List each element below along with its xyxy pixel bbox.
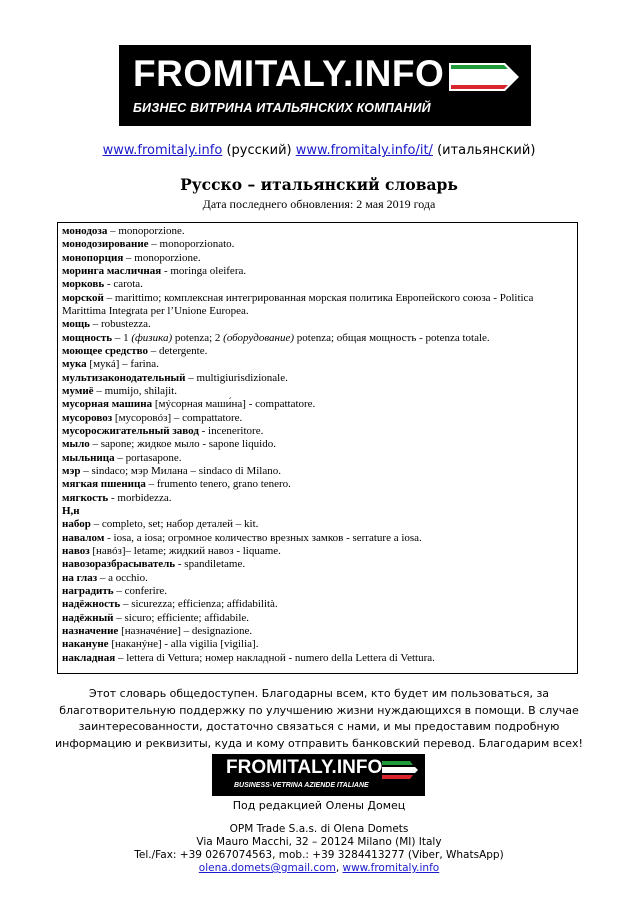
entry-term: навалом: [62, 531, 105, 544]
header-logo: [119, 45, 531, 126]
page-title: Русско – итальянский словарь: [180, 175, 458, 194]
italian-flag-arrow-icon: [449, 57, 521, 97]
dictionary-entry: [62, 412, 573, 425]
entry-translation: [наканýне] - alla vigilia [vigilia].: [108, 638, 259, 651]
entry-translation: – multigiurisdizionale.: [185, 371, 288, 384]
entry-translation: - iosa, a iosa; огромное количество врезных замков - serrature a iosa.: [104, 531, 422, 544]
contact-separator: ,: [335, 862, 343, 874]
entry-term: навоз: [62, 544, 90, 557]
dictionary-entry: [62, 532, 573, 545]
russian-label: (русский): [226, 143, 292, 158]
italian-site-link[interactable]: www.fromitaly.info/it/: [295, 143, 433, 158]
entry-translation: - spandiletame.: [175, 558, 246, 571]
dictionary-entry: [62, 545, 573, 558]
entry-term: морской: [62, 291, 104, 304]
dictionary-entry: [62, 318, 573, 331]
entry-translation: – mumijo, shilajit.: [93, 384, 177, 397]
editor-line: Под редакцией Олены Домец: [232, 799, 406, 812]
dictionary-entry: [62, 332, 573, 345]
dictionary-entry: [62, 465, 573, 478]
dictionary-entry: [62, 265, 573, 278]
entry-term: Н,н: [62, 504, 80, 517]
dictionary-entry: [62, 492, 573, 505]
entry-translation: – monoporzionato.: [148, 238, 235, 251]
donation-note: Этот словарь общедоступен. Благодарны всем, кто будет им пользоваться, за благотворительную поддержку по улучшению жизни нуждающихся в помощи. В случае заинтересованности, достаточно связаться с нами, и мы предоставим подробную информацию и реквизиты, куда и кому отправить банковский перевод. Благодарим всех!: [55, 687, 583, 750]
dictionary-entry: [62, 225, 573, 238]
dictionary-entry: [62, 438, 573, 451]
logo-brand: FROMITALY.INFO: [133, 53, 445, 94]
company-name: OPM Trade S.a.s. di Olena Domets: [229, 823, 409, 835]
contacts: [0, 823, 638, 875]
entry-translation: - morbidezza.: [108, 491, 172, 504]
entry-term: на глаз: [62, 571, 98, 584]
entry-translation: – 1: [112, 331, 132, 344]
entry-term: мыльница: [62, 451, 115, 464]
entry-term: мэр: [62, 464, 81, 477]
dictionary-entry: [62, 612, 573, 625]
entry-term: мусоровоз: [62, 411, 113, 424]
entry-term: мягкость: [62, 491, 109, 504]
entry-translation: [мукá] – farina.: [86, 358, 159, 371]
logo-slogan: БИЗНЕС ВИТРИНА ИТАЛЬЯНСКИХ КОМПАНИЙ: [133, 101, 431, 115]
footer-logo-slogan: BUSINESS-VETRINA AZIENDE ITALIANE: [234, 782, 369, 789]
dictionary-entry: [62, 252, 573, 265]
dictionary-entry: [62, 505, 573, 518]
entry-translation: – conferire.: [113, 584, 168, 597]
entry-term: надёжность: [62, 598, 121, 611]
entry-term: мусоросжигательный завод: [62, 424, 199, 437]
entry-term: накладная: [62, 651, 116, 664]
entry-translation: – frumento tenero, grano tenero.: [145, 478, 291, 491]
entry-translation: - inceneritore.: [198, 424, 264, 437]
entry-term: монодоза: [62, 225, 108, 237]
entry-translation: potenza; общая мощность - potenza totale.: [294, 331, 490, 344]
dictionary-entry: [62, 345, 573, 358]
entry-term: моринга масличная: [62, 264, 162, 277]
entry-term: моющее средство: [62, 344, 149, 357]
entry-translation: – a occhio.: [97, 571, 148, 584]
entry-term: монопорция: [62, 251, 124, 264]
entry-translation: [мýсорная маши́на] - compattatore.: [152, 398, 316, 411]
entry-translation: – robustezza.: [89, 318, 151, 331]
entry-translation: – completo, set; набор деталей – kit.: [90, 518, 259, 531]
entry-translation: – sicurezza; efficienza; affidabilità.: [120, 598, 278, 611]
email-link[interactable]: olena.domets@gmail.com: [198, 862, 336, 874]
entry-term: мыло: [62, 438, 90, 451]
entry-translation: – monoporzione.: [107, 225, 185, 237]
footer-logo: [212, 754, 425, 796]
entry-term: мультизаконодательный: [62, 371, 186, 384]
entry-term: наградить: [62, 584, 114, 597]
footer-logo-brand: FROMITALY.INFO: [226, 757, 383, 778]
company-address: Via Mauro Macchi, 32 – 20124 Milano (MI) Italy: [196, 836, 442, 848]
entry-usage-label: (оборудование): [223, 331, 295, 344]
dictionary-entry: [62, 558, 573, 571]
entry-translation: – sapone; жидкое мыло - sapone liquido.: [89, 438, 276, 451]
footer-flag-arrow-icon: [382, 759, 420, 781]
entry-term: навозоразбрасыватель: [62, 558, 176, 571]
entry-term: мусорная машина: [62, 398, 153, 411]
dictionary-entry: [62, 305, 573, 318]
entry-translation: Marittima Integrata per l’Unione Europea.: [62, 304, 249, 317]
dictionary-entry: [62, 238, 573, 251]
entry-translation: - moringa oleifera.: [161, 264, 247, 277]
italian-label: (итальянский): [437, 143, 536, 158]
dictionary-entry: [62, 572, 573, 585]
update-date: Дата последнего обновления: 2 мая 2019 года: [202, 197, 436, 211]
entry-term: мощность: [62, 331, 113, 344]
dictionary-entry: [62, 292, 573, 305]
entry-translation: – detergente.: [148, 344, 208, 357]
entry-term: морковь: [62, 278, 105, 291]
dictionary-box: [57, 222, 578, 674]
entry-translation: - carota.: [104, 278, 143, 291]
entry-translation: [назначéние] – designazione.: [118, 624, 253, 637]
entry-term: мука: [62, 358, 87, 371]
company-phones: Tel./Fax: +39 0267074563, mob.: +39 3284413277 (Viber, WhatsApp): [134, 849, 504, 861]
dictionary-entry: [62, 372, 573, 385]
dictionary-entry: [62, 652, 573, 665]
site-link[interactable]: www.fromitaly.info: [342, 862, 440, 874]
entry-translation: [навóз]– letame; жидкий навоз - liquame.: [89, 544, 281, 557]
entry-term: назначение: [62, 624, 119, 637]
entry-term: накануне: [62, 638, 109, 651]
dictionary-entry: [62, 585, 573, 598]
dictionary-entry: [62, 398, 573, 411]
entry-usage-label: (физика): [131, 331, 173, 344]
entry-term: набор: [62, 518, 91, 531]
dictionary-entry: [62, 478, 573, 491]
dictionary-entry: [62, 518, 573, 531]
entry-term: монодозирование: [62, 238, 149, 251]
dictionary-entry: [62, 598, 573, 611]
entry-term: мягкая пшеница: [62, 478, 146, 491]
dictionary-entry: [62, 278, 573, 291]
entry-translation: [мусоровóз] – compattatore.: [112, 411, 243, 424]
entry-term: мумиё: [62, 384, 94, 397]
dictionary-entry: [62, 385, 573, 398]
entry-translation: – portasapone.: [114, 451, 182, 464]
dictionary-entry: [62, 625, 573, 638]
dictionary-entry: [62, 425, 573, 438]
entry-translation: – lettera di Vettura; номер накладной - numero della Lettera di Vettura.: [115, 651, 435, 664]
dictionary-entry: [62, 452, 573, 465]
entry-translation: potenza; 2: [172, 331, 224, 344]
entry-translation: – marittimo; комплексная интегрированная морская политика Европейского союза - Politica: [103, 291, 534, 304]
entry-term: мощь: [62, 318, 90, 331]
entry-translation: – sicuro; efficiente; affidabile.: [113, 611, 250, 624]
entry-translation: – monoporzione.: [123, 251, 201, 264]
entry-term: надёжный: [62, 611, 114, 624]
dictionary-entry: [62, 638, 573, 651]
contact-links: [0, 862, 638, 875]
entry-translation: – sindaco; мэр Милана – sindaco di Milano.: [80, 464, 281, 477]
language-links: [0, 143, 638, 158]
dictionary-entry: [62, 358, 573, 371]
russian-site-link[interactable]: www.fromitaly.info: [102, 143, 223, 158]
